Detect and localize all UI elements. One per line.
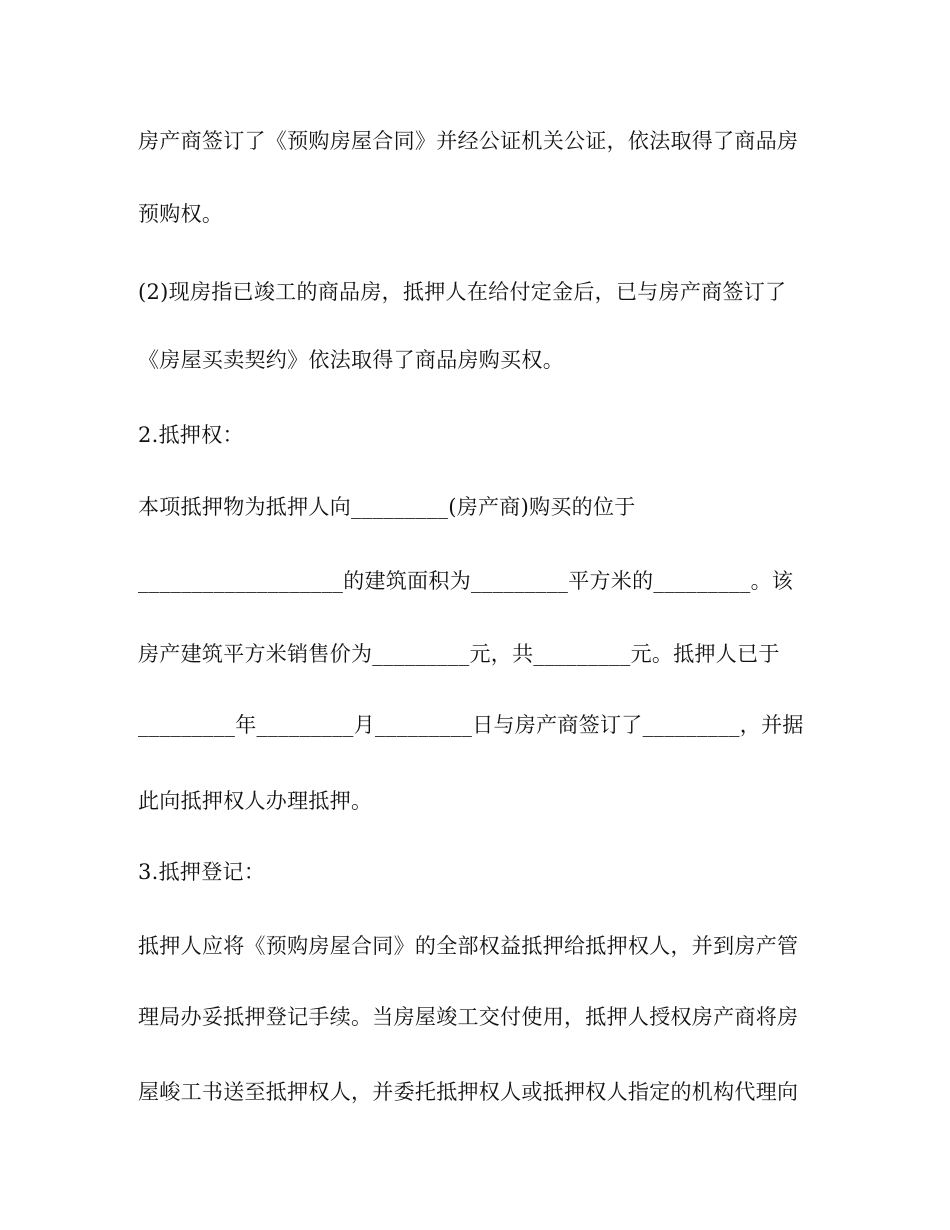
section-heading: 3.抵押登记： — [138, 860, 266, 884]
text-line: 预购权。 — [138, 202, 224, 226]
text-line: 此向抵押权人办理抵押。 — [138, 789, 373, 813]
text-line: (2)现房指已竣工的商品房，抵押人在给付定金后，已与房产商签订了 — [138, 280, 787, 304]
text-line: ___________________的建筑面积为_________平方米的_________。该 — [138, 569, 794, 593]
text-line: 屋峻工书送至抵押权人，并委托抵押权人或抵押权人指定的机构代理向 — [138, 1080, 799, 1104]
text-line: 《房屋买卖契约》依法取得了商品房购买权。 — [138, 348, 564, 372]
text-line: 理局办妥抵押登记手续。当房屋竣工交付使用，抵押人授权房产商将房 — [138, 1005, 799, 1029]
text-line: 房产建筑平方米销售价为_________元，共_________元。抵押人已于 — [138, 642, 780, 666]
text-line: 抵押人应将《预购房屋合同》的全部权益抵押给抵押权人，并到房产管 — [138, 934, 799, 958]
section-heading: 2.抵押权： — [138, 423, 244, 447]
text-line: 房产商签订了《预购房屋合同》并经公证机关公证，依法取得了商品房 — [138, 129, 799, 153]
text-line: 本项抵押物为抵押人向_________(房产商)购买的位于 — [138, 495, 636, 519]
text-line: _________年_________月_________日与房产商签订了_________，并据 — [138, 713, 804, 737]
